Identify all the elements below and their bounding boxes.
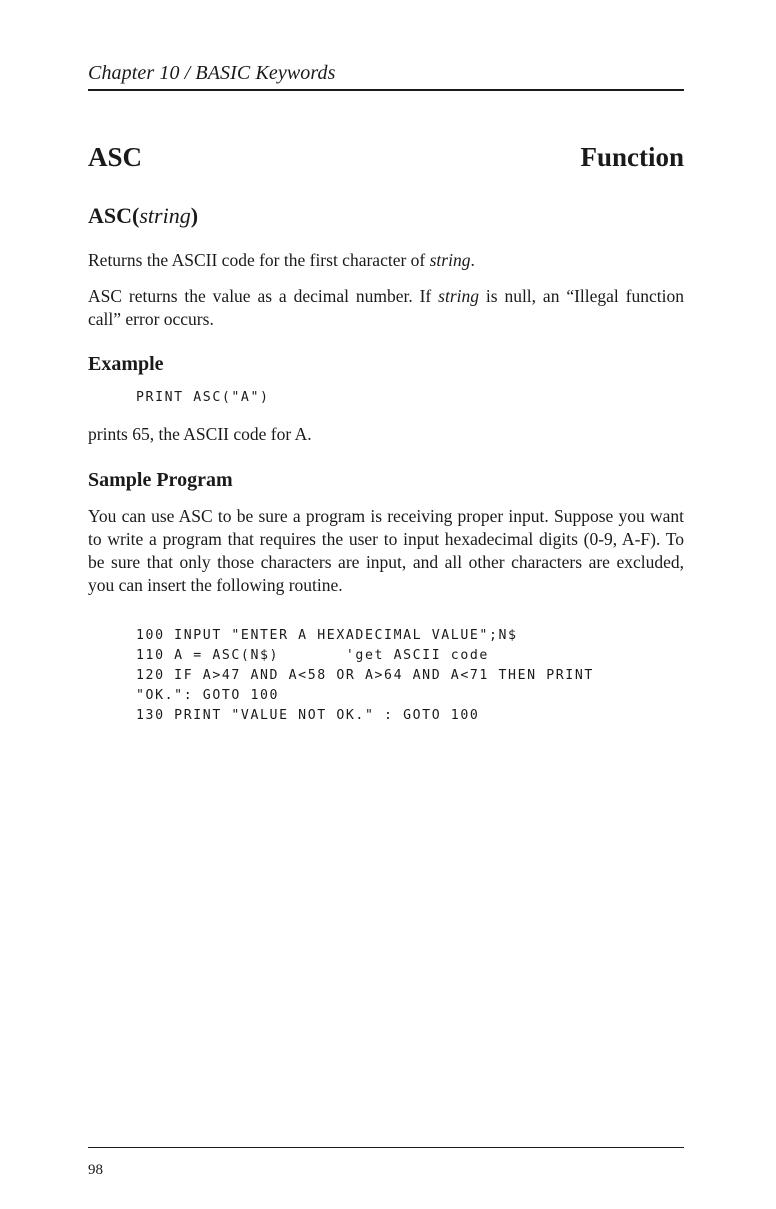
description-argument: string [429, 250, 471, 270]
syntax-argument: string [139, 203, 191, 228]
example-heading: Example [88, 353, 164, 375]
syntax-close-paren: ) [190, 203, 199, 228]
sample-code-line: 110 A = ASC(N$) 'get ASCII code [136, 648, 489, 663]
keyword-title-row [88, 142, 684, 178]
description-text-end: . [470, 250, 475, 270]
description-paragraph-1 [88, 249, 684, 272]
example-result: prints 65, the ASCII code for A. [88, 424, 312, 444]
keyword-title: ASC [88, 142, 143, 172]
sample-program-paragraph: You can use ASC to be sure a program is receiving proper input. Suppose you want to write a program that requires the user to input hexadecimal digits (0-9, A-F). To be sure that only those characters are input, and all other characters are excluded, you can insert the following routine. [88, 506, 684, 595]
keyword-category: Function [580, 142, 684, 172]
syntax-line [88, 203, 198, 229]
footer-rule [88, 1147, 684, 1148]
sample-code-line: 130 PRINT "VALUE NOT OK." : GOTO 100 [136, 708, 480, 723]
sample-code-line: "OK.": GOTO 100 [136, 688, 280, 703]
page-number: 98 [88, 1162, 103, 1178]
description-paragraph-2 [88, 285, 684, 331]
sample-code-line: 100 INPUT "ENTER A HEXADECIMAL VALUE";N$ [136, 628, 518, 643]
sample-program-heading: Sample Program [88, 469, 233, 491]
description-text: ASC returns the value as a decimal number. If [88, 286, 439, 306]
syntax-name: ASC [88, 203, 133, 228]
sample-code-line: 120 IF A>47 AND A<58 OR A>64 AND A<71 THEN PRINT [136, 668, 594, 683]
description-argument: string [438, 286, 479, 306]
description-text: Returns the ASCII code for the first character of [88, 250, 430, 270]
description-text-end: is null, an “Illegal function call” error occurs. [88, 286, 684, 329]
running-head: Chapter 10 / BASIC Keywords [88, 62, 336, 84]
syntax-open-paren: ( [132, 203, 140, 228]
example-code: PRINT ASC("A") [136, 390, 270, 405]
header-rule [88, 89, 684, 91]
